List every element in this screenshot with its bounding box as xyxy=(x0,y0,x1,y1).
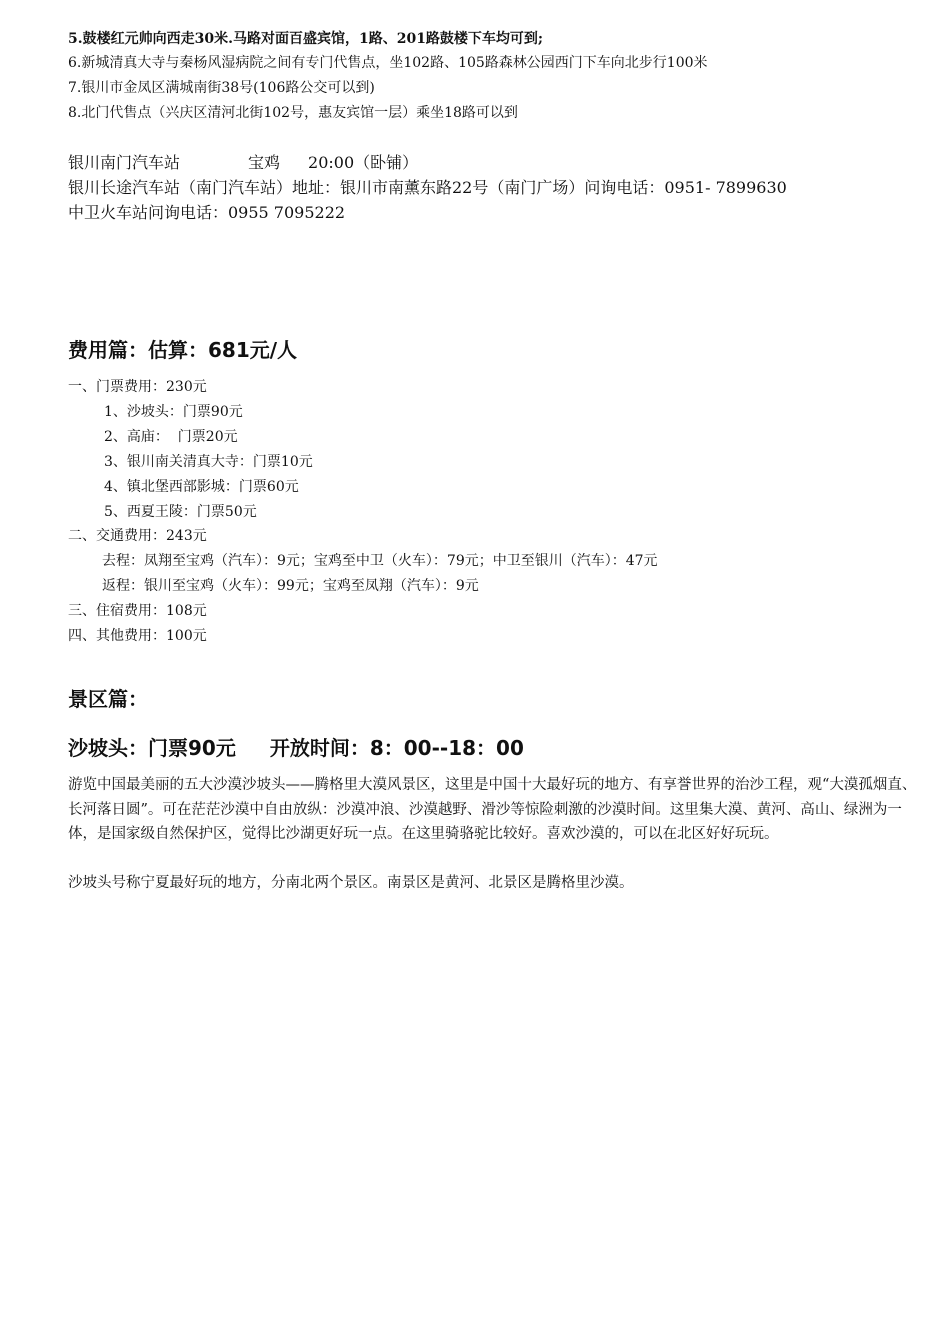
bus-destination: 宝鸡 xyxy=(248,153,281,172)
transport-line-7: 7.银川市金凤区满城南街38号(106路公交可以到) xyxy=(68,80,375,96)
cost-heading: 费用篇：估算：681元/人 xyxy=(68,338,298,362)
cost-transport-go: 去程：凤翔至宝鸡（汽车）：9元；宝鸡至中卫（火车）：79元；中卫至银川（汽车）：47元 xyxy=(102,553,658,569)
cost-transport-back: 返程：银川至宝鸡（火车）：99元；宝鸡至凤翔（汽车）：9元 xyxy=(102,578,479,594)
cost-tickets: 一、门票费用：230元 xyxy=(68,379,207,395)
ticket-item: 2、高庙： 门票20元 xyxy=(104,429,238,445)
spot-title: 沙坡头：门票90元 xyxy=(68,736,236,760)
spot-hours: 开放时间：8：00--18：00 xyxy=(269,736,524,760)
spot-summary: 沙坡头号称宁夏最好玩的地方，分南北两个景区。南景区是黄河、北景区是腾格里沙漠。 xyxy=(68,875,634,891)
cost-transport: 二、交通费用：243元 xyxy=(68,528,207,544)
transport-line-6: 6.新城清真大寺与秦杨风湿病院之间有专门代售点，坐102路、105路森林公园西门下车向北步行100米 xyxy=(68,55,708,71)
ticket-item: 1、沙坡头：门票90元 xyxy=(104,404,243,420)
ticket-item: 3、银川南关清真大寺：门票10元 xyxy=(104,454,313,470)
transport-line-8: 8.北门代售点（兴庆区清河北街102号，惠友宾馆一层）乘坐18路可以到 xyxy=(68,105,518,121)
cost-lodging: 三、住宿费用：108元 xyxy=(68,603,207,619)
spot-description: 游览中国最美丽的五大沙漠沙坡头——腾格里大漠风景区，这里是中国十大最好玩的地方、有享誉世界的治沙工程，观“大漠孤烟直、长河落日圆”。可在茫茫沙漠中自由放纵：沙漠冲浪、沙漠越野、滑沙等惊险刺激的沙漠时间。这里集大漠、黄河、高山、绿洲为一体，是国家级自然保护区，觉得比沙湖更好玩一点。在这里骑骆驼比较好。喜欢沙漠的，可以在北区好好玩玩。 xyxy=(68,777,917,842)
bus-schedule-line xyxy=(68,152,418,174)
bus-station-address: 银川长途汽车站（南门汽车站）地址：银川市南薰东路22号（南门广场）问询电话：0951- 7899630 xyxy=(68,178,787,197)
ticket-item: 5、西夏王陵：门票50元 xyxy=(104,504,257,520)
zhongwei-station-phone: 中卫火车站问询电话：0955 7095222 xyxy=(68,203,346,222)
scenic-heading: 景区篇： xyxy=(68,687,148,711)
cost-other: 四、其他费用：100元 xyxy=(68,628,207,644)
spot-heading xyxy=(68,735,524,761)
ticket-item: 4、镇北堡西部影城：门票60元 xyxy=(104,479,299,495)
transport-line-5: 5.鼓楼红元帅向西走30米.马路对面百盛宾馆，1路、201路鼓楼下车均可到; xyxy=(68,31,544,47)
bus-time: 20:00（卧铺） xyxy=(308,153,419,172)
bus-station: 银川南门汽车站 xyxy=(68,153,181,172)
